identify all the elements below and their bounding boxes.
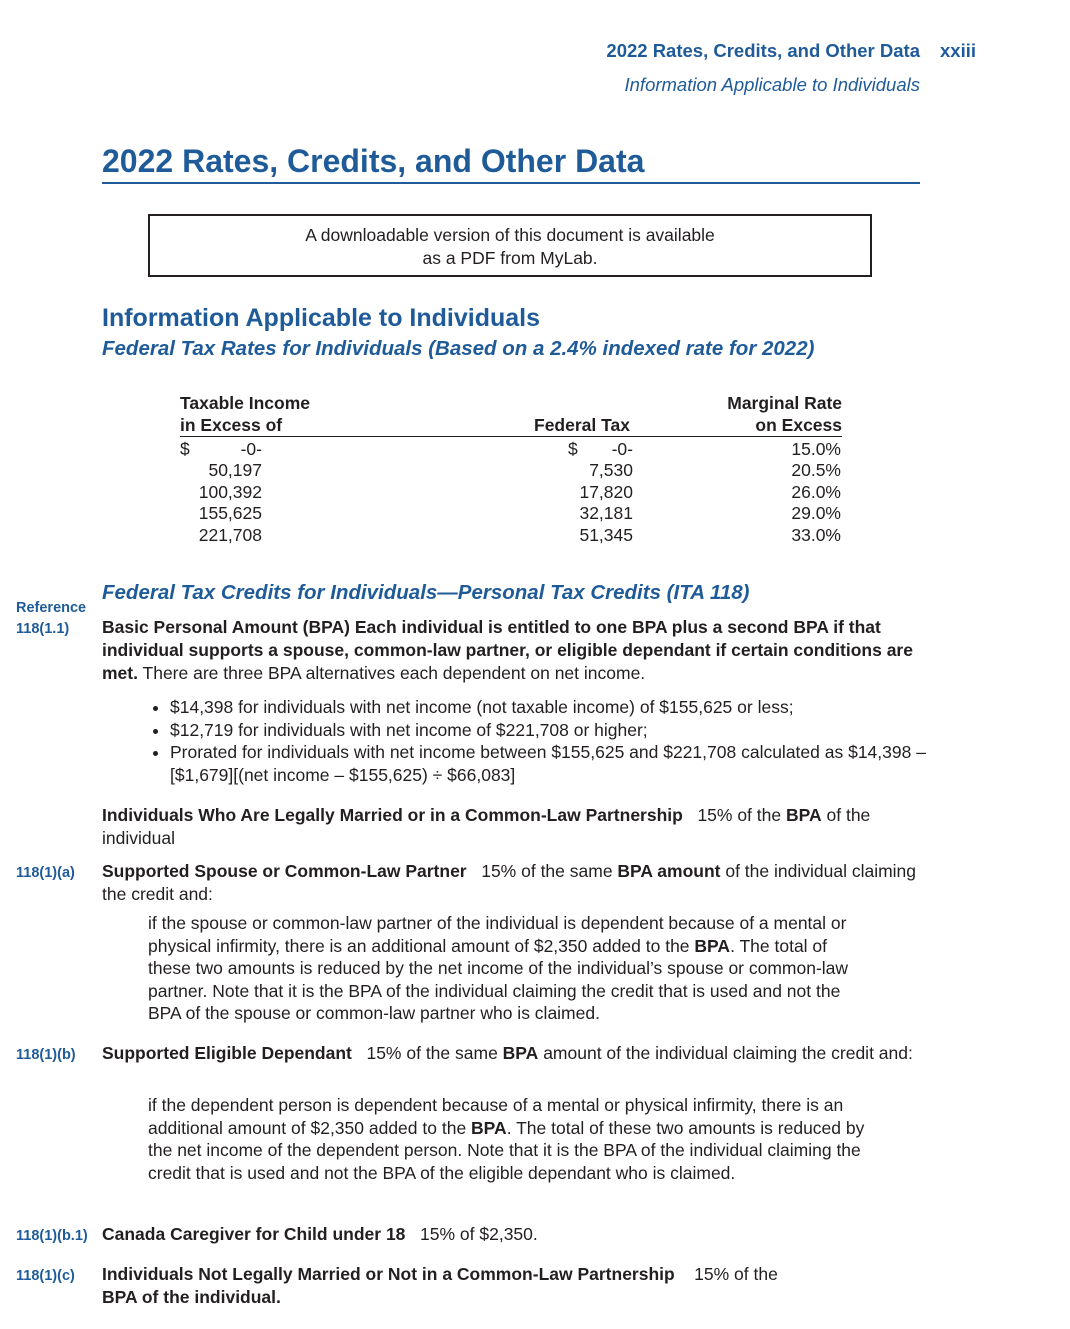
running-header-title: 2022 Rates, Credits, and Other Data <box>606 40 920 61</box>
reference-dependant: 118(1)(b) <box>16 1047 76 1063</box>
bpa-bold-text: Basic Personal Amount (BPA) Each individual is entitled to one BPA plus a second BPA if that individual supports a spouse, common-law partner, or eligible dependant if certain conditions are met. <box>102 617 913 683</box>
table-cell-income: 221,708 <box>198 524 262 545</box>
download-notice-box <box>148 214 872 277</box>
spouse-paragraph: Supported Spouse or Common-Law Partner 15% of the same BPA amount of the individual claiming the credit and: <box>102 861 917 904</box>
header-federal-tax: Federal Tax <box>534 415 630 435</box>
page-title: 2022 Rates, Credits, and Other Data <box>102 143 645 179</box>
table-cell-federal-tax: -0- <box>611 439 633 459</box>
income-column <box>150 439 262 546</box>
table-cell-federal-tax: 51,345 <box>579 524 633 545</box>
table-cell-income: 100,392 <box>198 481 262 502</box>
reference-label: Reference <box>16 600 87 616</box>
bpa-alternatives-list <box>152 696 930 786</box>
notice-line-2: as a PDF from MyLab. <box>422 248 598 268</box>
reference-spouse: 118(1)(a) <box>16 865 75 881</box>
dependant-detail: if the dependent person is dependent because of a mental or physical infirmity, there is an additional amount of $2,350 added to the BPA. The total of these two amounts is reduced by the net income of the dependent person. Note that it is the BPA of the individual claiming the credit that is used and not the BPA of the eligible dependant who is claimed. <box>148 1095 865 1183</box>
table-cell-federal-tax: 32,181 <box>579 503 633 524</box>
marginal-rate-column <box>700 439 841 546</box>
not-married-paragraph: Individuals Not Legally Married or Not in a Common-Law Partnership 15% of the BPA of the individual. <box>102 1264 778 1307</box>
table-cell-income: -0- <box>240 439 262 459</box>
table-cell-income: 155,625 <box>198 503 262 524</box>
table-cell-rate: 29.0% <box>791 503 841 524</box>
income-currency-symbol: $ <box>180 439 190 459</box>
married-paragraph: Individuals Who Are Legally Married or in a Common-Law Partnership 15% of the BPA of the individual <box>102 805 871 848</box>
header-marginal-rate: Marginal Rate on Excess <box>727 393 842 435</box>
reference-caregiver: 118(1)(b.1) <box>16 1228 88 1244</box>
dependant-paragraph: Supported Eligible Dependant 15% of the same BPA amount of the individual claiming the credit and: <box>102 1043 913 1063</box>
list-item: • $14,398 for individuals with net income (not taxable income) of $155,625 or less; <box>170 696 930 719</box>
federal-tax-column <box>520 439 633 546</box>
page-number: xxiii <box>940 40 976 61</box>
running-header-subtitle: Information Applicable to Individuals <box>624 74 920 95</box>
reference-not-married: 118(1)(c) <box>16 1268 75 1284</box>
bpa-text: There are three BPA alternatives each dependent on net income. <box>137 663 646 683</box>
title-underline <box>102 182 920 184</box>
section-heading: Information Applicable to Individuals <box>102 304 540 332</box>
table-cell-rate: 26.0% <box>791 481 841 502</box>
table-cell-federal-tax: 7,530 <box>589 460 633 481</box>
table-cell-income: 50,197 <box>208 460 262 481</box>
table-cell-rate: 33.0% <box>791 524 841 545</box>
section-subheading: Federal Tax Rates for Individuals (Based on a 2.4% indexed rate for 2022) <box>102 337 815 360</box>
table-header-rule <box>180 436 842 437</box>
table-cell-federal-tax: 17,820 <box>579 481 633 502</box>
header-taxable-income: Taxable Income in Excess of <box>180 393 311 435</box>
federal-tax-currency-symbol: $ <box>568 439 578 459</box>
credits-heading: Federal Tax Credits for Individuals—Personal Tax Credits (ITA 118) <box>102 581 750 604</box>
table-cell-rate: 15.0% <box>791 439 841 459</box>
notice-line-1: A downloadable version of this document is available <box>305 225 715 245</box>
spouse-detail: if the spouse or common-law partner of the individual is dependent because of a mental or physical infirmity, there is an additional amount of $2,350 added to the BPA. The total of these two amounts is reduced by the net income of the individual’s spouse or common-law partner. Note that it is the BPA of the individual claiming the credit that is used and not the BPA of the spouse or common-law partner who is claimed. <box>148 913 849 1024</box>
list-item: • Prorated for individuals with net income between $155,625 and $221,708 calculated as $14,398 – [$1,679][(net income – $155,625) ÷ $66,083] <box>170 741 930 786</box>
bpa-paragraph <box>102 616 920 685</box>
caregiver-paragraph: Canada Caregiver for Child under 18 15% of $2,350. <box>102 1224 538 1244</box>
list-item: • $12,719 for individuals with net income of $221,708 or higher; <box>170 719 930 742</box>
table-cell-rate: 20.5% <box>791 460 841 481</box>
reference-bpa: 118(1.1) <box>16 621 70 637</box>
